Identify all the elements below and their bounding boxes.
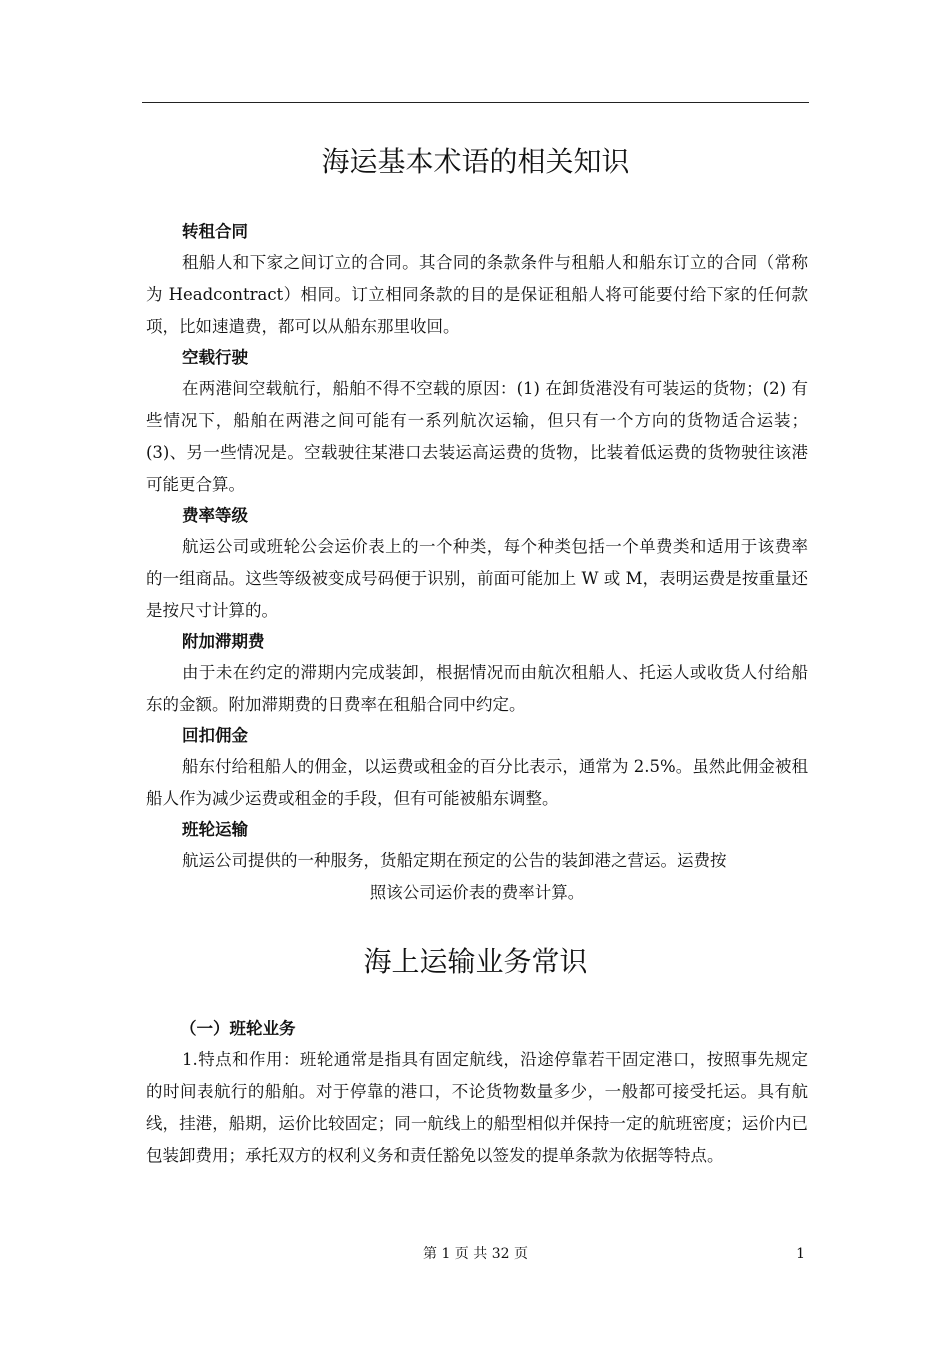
term-definition-continued: 照该公司运价表的费率计算。 xyxy=(369,883,585,902)
term-heading: 回扣佣金 xyxy=(182,726,248,745)
term-heading: 附加滞期费 xyxy=(182,632,265,651)
page-number: 1 xyxy=(796,1246,805,1262)
document-title: 海运基本术语的相关知识 xyxy=(321,145,630,178)
term-definition: 船东付给租船人的佣金，以运费或租金的百分比表示，通常为 2.5%。虽然此佣金被租船人作为减少运费或租金的手段，但有可能被船东调整。 xyxy=(146,757,808,808)
subsection-paragraph: 1.特点和作用：班轮通常是指具有固定航线，沿途停靠若干固定港口，按照事先规定的时间表航行的船舶。对于停靠的港口，不论货物数量多少，一般都可接受托运。具有航线，挂港，船期，运价比较固定；同一航线上的船型相似并保持一定的航班密度；运价内已包装卸费用；承托双方的权利义务和责任豁免以签发的提单条款为依据等特点。 xyxy=(146,1050,808,1165)
term-heading: 空载行驶 xyxy=(182,348,248,367)
term-definition: 租船人和下家之间订立的合同。其合同的条款条件与租船人和船东订立的合同（常称为 Headcontract）相同。订立相同条款的目的是保证租船人将可能要付给下家的任何款项，比如速遣费，都可以从船东那里收回。 xyxy=(146,253,808,336)
term-definition: 航运公司或班轮公会运价表上的一个种类，每个种类包括一个单费类和适用于该费率的一组商品。这些等级被变成号码便于识别，前面可能加上 W 或 M，表明运费是按重量还是按尺寸计算的。 xyxy=(146,537,808,620)
term-definition: 航运公司提供的一种服务，货船定期在预定的公告的装卸港之营运。运费按 xyxy=(182,851,727,870)
section-title: 海上运输业务常识 xyxy=(363,945,588,978)
term-definition: 由于未在约定的滞期内完成装卸，根据情况而由航次租船人、托运人或收货人付给船东的金额。附加滞期费的日费率在租船合同中约定。 xyxy=(146,663,808,714)
header-rule xyxy=(142,102,809,103)
term-heading: 班轮运输 xyxy=(182,820,248,839)
term-heading: 费率等级 xyxy=(182,506,248,525)
page-footer xyxy=(142,1242,809,1266)
shipping-basics-section xyxy=(146,1014,808,1172)
term-definition: 在两港间空载航行，船舶不得不空载的原因：(1) 在卸货港没有可装运的货物；(2) 有些情况下，船舶在两港之间可能有一系列航次运输，但只有一个方向的货物适合运装；(3)、另一些情况是。空载驶往某港口去装运高运费的货物，比装着低运费的货物驶往该港可能更合算。 xyxy=(146,379,808,494)
subsection-heading: （一）班轮业务 xyxy=(180,1019,296,1038)
glossary-section xyxy=(146,217,808,909)
term-heading: 转租合同 xyxy=(182,222,248,241)
page-counter: 第 1 页 共 32 页 xyxy=(423,1246,528,1262)
